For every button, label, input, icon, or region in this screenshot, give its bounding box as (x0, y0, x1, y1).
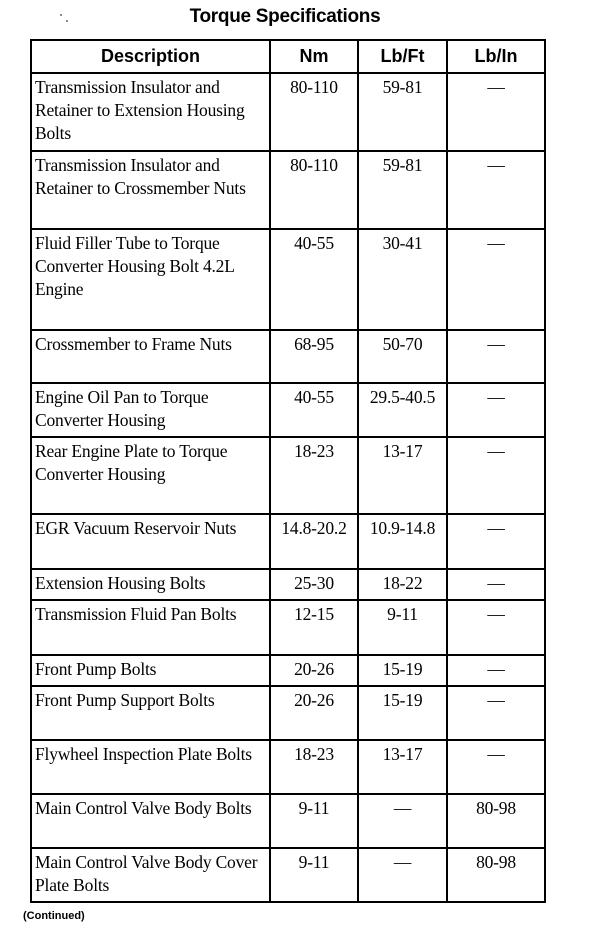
lb-ft-cell: 59-81 (358, 151, 447, 229)
table-row (31, 383, 545, 437)
lb-ft-cell: 29.5-40.5 (358, 383, 447, 437)
table-row (31, 73, 545, 151)
description-cell: Transmission Insulator and Retainer to Extension Housing Bolts (31, 73, 270, 151)
nm-cell: 40-55 (270, 229, 358, 330)
table-row (31, 229, 545, 330)
description-cell: Transmission Fluid Pan Bolts (31, 600, 270, 655)
lb-ft-cell: 13-17 (358, 740, 447, 794)
column-header-lb-ft: Lb/Ft (358, 40, 447, 73)
table-header-row (31, 40, 545, 73)
description-cell: Crossmember to Frame Nuts (31, 330, 270, 383)
lb-in-cell: 80-98 (447, 848, 545, 902)
page-title: Torque Specifications (189, 6, 381, 27)
lb-ft-cell: — (358, 794, 447, 848)
description-cell: Extension Housing Bolts (31, 569, 270, 600)
lb-in-cell: — (447, 740, 545, 794)
table-row (31, 655, 545, 686)
lb-ft-cell: 13-17 (358, 437, 447, 514)
lb-in-cell: — (447, 73, 545, 151)
lb-in-cell: — (447, 514, 545, 569)
nm-cell: 80-110 (270, 151, 358, 229)
nm-cell: 68-95 (270, 330, 358, 383)
nm-cell: 80-110 (270, 73, 358, 151)
table-row (31, 848, 545, 902)
nm-cell: 18-23 (270, 437, 358, 514)
description-cell: Fluid Filler Tube to Torque Converter Housing Bolt 4.2L Engine (31, 229, 270, 330)
description-cell: Transmission Insulator and Retainer to Crossmember Nuts (31, 151, 270, 229)
column-header-description: Description (31, 40, 270, 73)
lb-in-cell: 80-98 (447, 794, 545, 848)
nm-cell: 40-55 (270, 383, 358, 437)
description-cell: Rear Engine Plate to Torque Converter Housing (31, 437, 270, 514)
table-row (31, 740, 545, 794)
lb-ft-cell: 18-22 (358, 569, 447, 600)
lb-ft-cell: — (358, 848, 447, 902)
nm-cell: 20-26 (270, 686, 358, 740)
lb-in-cell: — (447, 569, 545, 600)
table-row (31, 569, 545, 600)
lb-in-cell: — (447, 655, 545, 686)
description-cell: Flywheel Inspection Plate Bolts (31, 740, 270, 794)
lb-in-cell: — (447, 383, 545, 437)
description-cell: Front Pump Support Bolts (31, 686, 270, 740)
column-header-nm: Nm (270, 40, 358, 73)
table-row (31, 514, 545, 569)
lb-ft-cell: 15-19 (358, 686, 447, 740)
table-row (31, 600, 545, 655)
lb-ft-cell: 59-81 (358, 73, 447, 151)
table-row (31, 686, 545, 740)
lb-in-cell: — (447, 229, 545, 330)
description-cell: Engine Oil Pan to Torque Converter Housing (31, 383, 270, 437)
table-row (31, 151, 545, 229)
nm-cell: 18-23 (270, 740, 358, 794)
lb-in-cell: — (447, 600, 545, 655)
lb-ft-cell: 30-41 (358, 229, 447, 330)
description-cell: Main Control Valve Body Cover Plate Bolts (31, 848, 270, 902)
nm-cell: 9-11 (270, 794, 358, 848)
lb-in-cell: — (447, 686, 545, 740)
continued-note: (Continued) (23, 910, 85, 922)
lb-ft-cell: 10.9-14.8 (358, 514, 447, 569)
nm-cell: 20-26 (270, 655, 358, 686)
description-cell: Main Control Valve Body Bolts (31, 794, 270, 848)
column-header-lb-in: Lb/In (447, 40, 545, 73)
lb-ft-cell: 15-19 (358, 655, 447, 686)
torque-spec-table (30, 39, 546, 903)
nm-cell: 25-30 (270, 569, 358, 600)
table-row (31, 330, 545, 383)
lb-in-cell: — (447, 151, 545, 229)
description-cell: EGR Vacuum Reservoir Nuts (31, 514, 270, 569)
nm-cell: 9-11 (270, 848, 358, 902)
table-row (31, 794, 545, 848)
lb-in-cell: — (447, 330, 545, 383)
lb-ft-cell: 9-11 (358, 600, 447, 655)
lb-ft-cell: 50-70 (358, 330, 447, 383)
table-row (31, 437, 545, 514)
nm-cell: 12-15 (270, 600, 358, 655)
description-cell: Front Pump Bolts (31, 655, 270, 686)
lb-in-cell: — (447, 437, 545, 514)
nm-cell: 14.8-20.2 (270, 514, 358, 569)
